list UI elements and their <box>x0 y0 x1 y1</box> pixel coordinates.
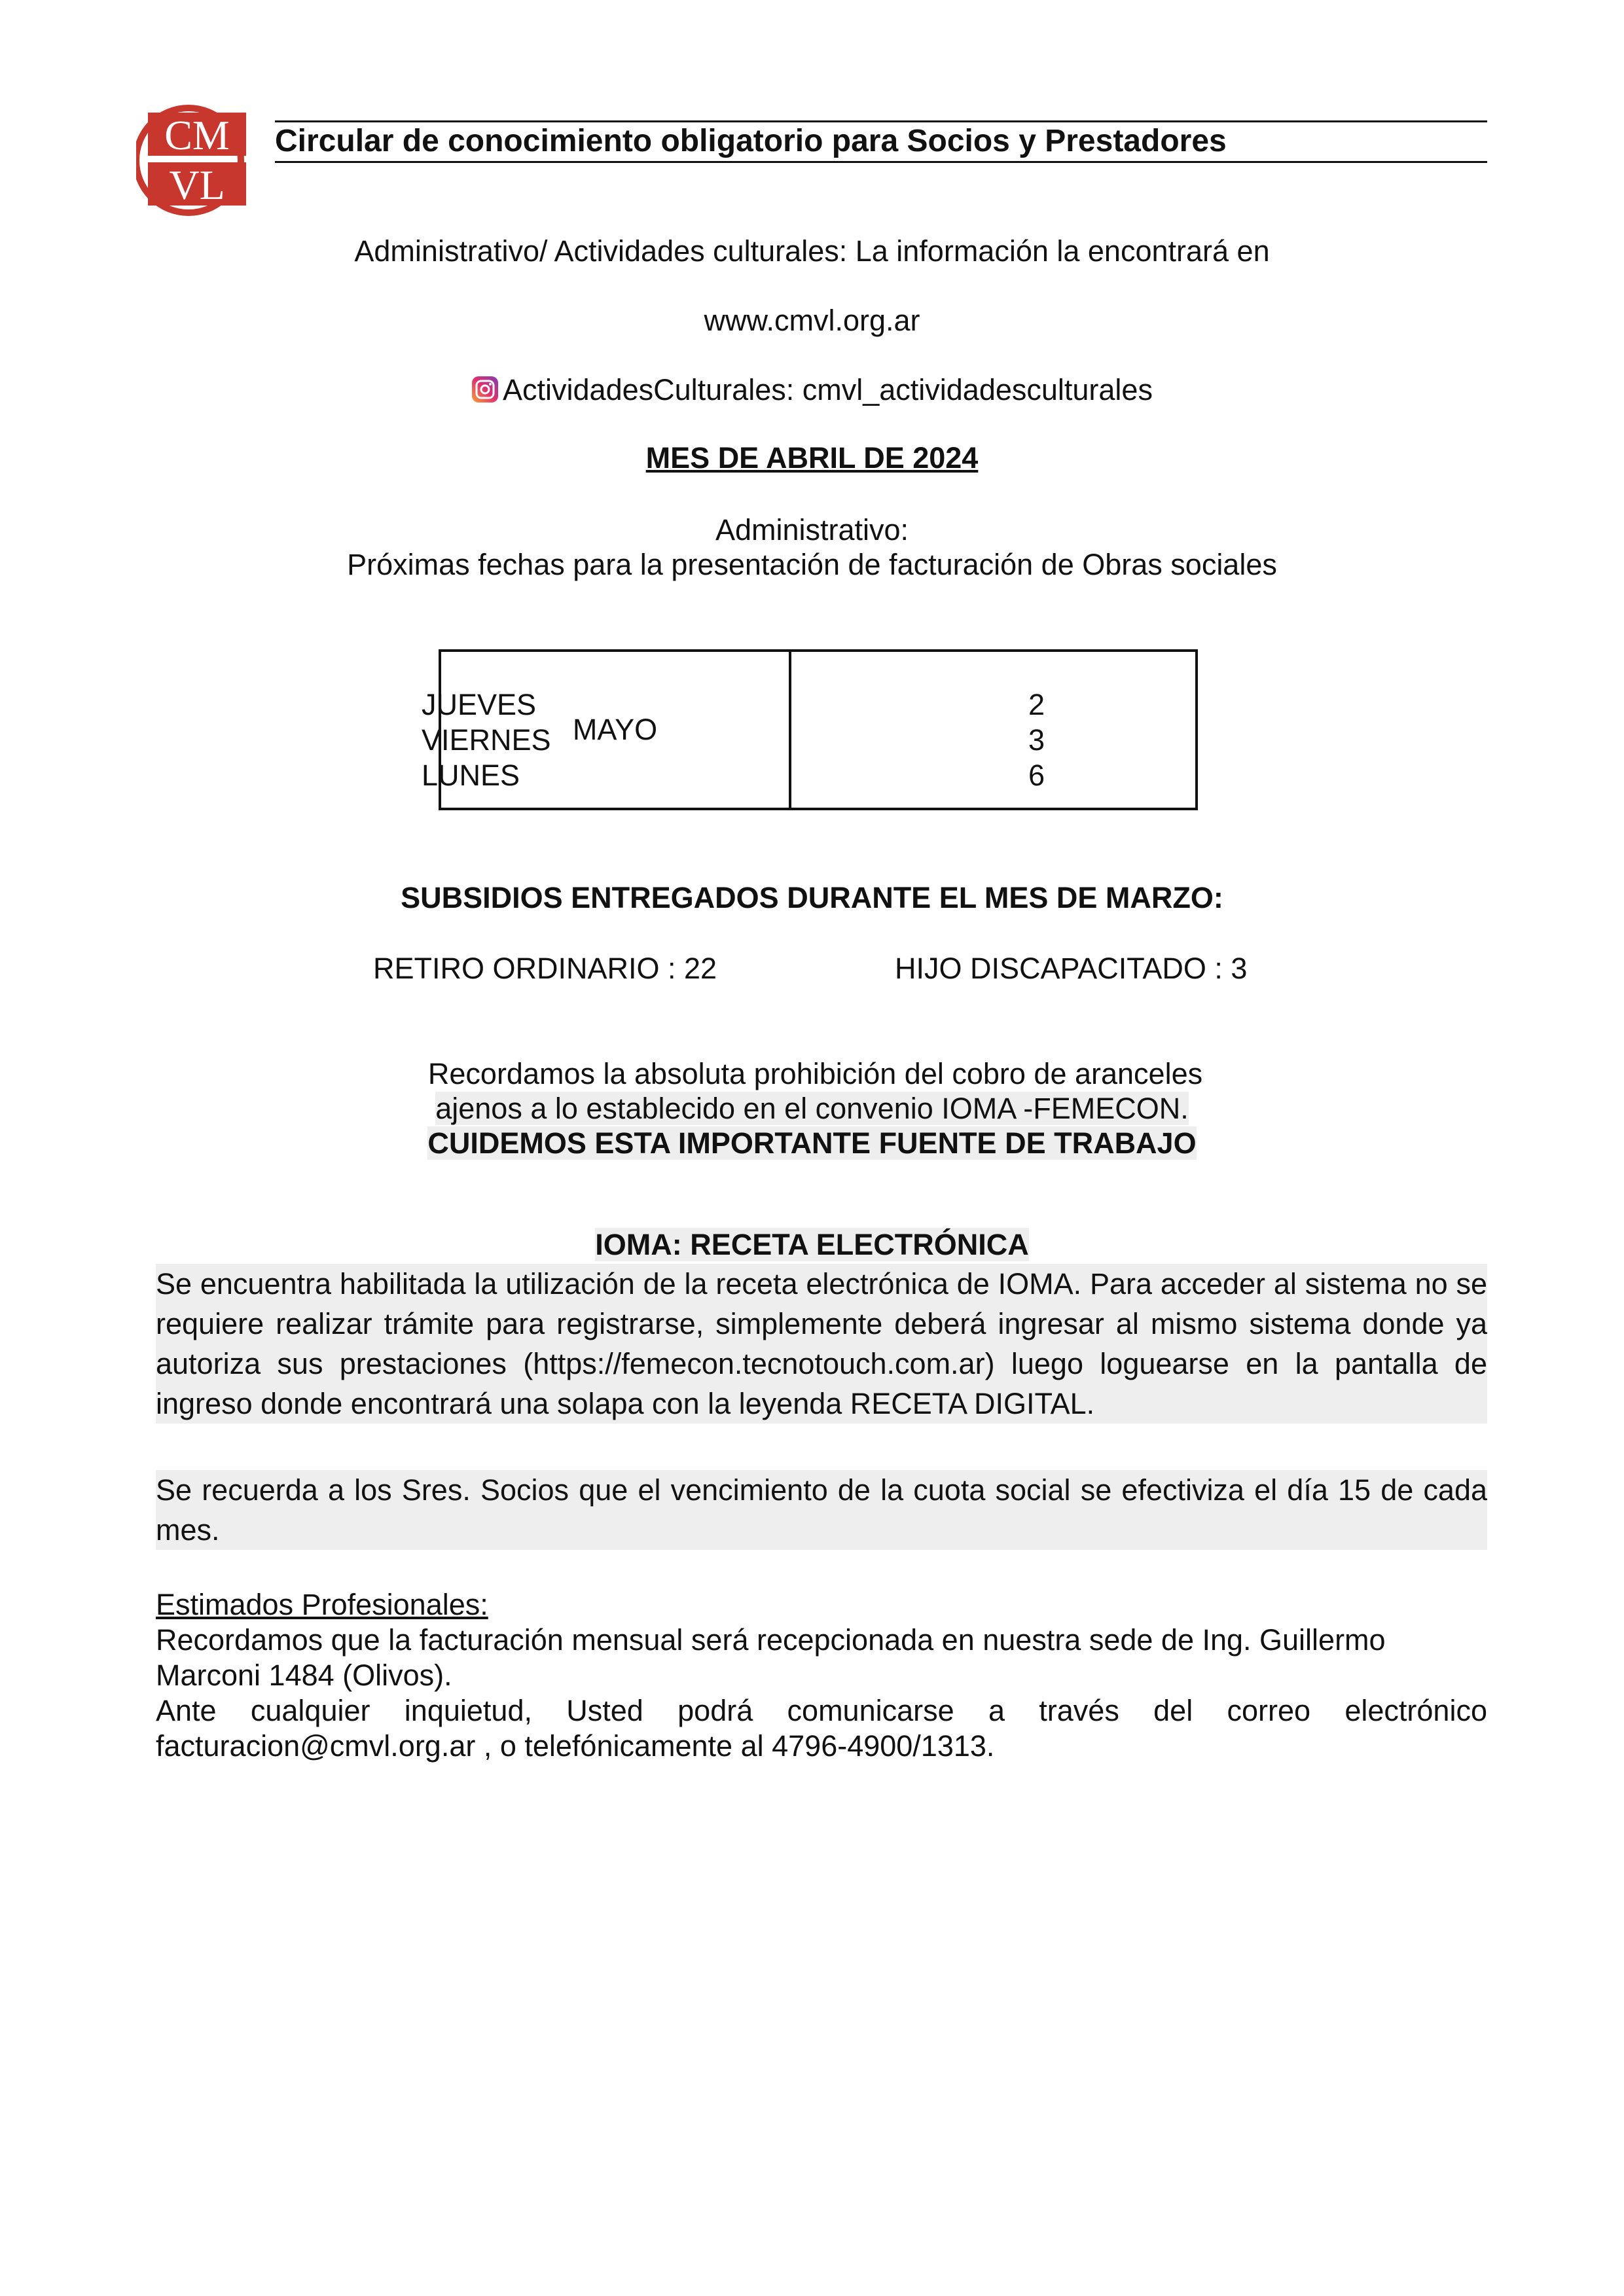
month-heading <box>0 440 1624 476</box>
reminder-line-1 <box>0 1056 1624 1092</box>
instagram-handle[interactable]: ActividadesCulturales: cmvl_actividadesculturales <box>503 373 1153 406</box>
day-number: 2 <box>1028 688 1045 721</box>
month-heading-text: MES DE ABRIL DE 2024 <box>645 441 979 475</box>
ioma-title <box>0 1227 1624 1263</box>
subsidios-title: SUBSIDIOS ENTREGADOS DURANTE EL MES DE MARZO: <box>401 881 1223 914</box>
reminder-line-2 <box>0 1091 1624 1126</box>
header-title: Circular de conocimiento obligatorio para Socios y Prestadores <box>275 124 1227 158</box>
estimados-heading: Estimados Profesionales: <box>156 1588 488 1621</box>
month-cell-text: MAYO <box>572 713 658 746</box>
reminder-text-2: ajenos a lo establecido en el convenio IOMA -FEMECON. <box>435 1092 1189 1125</box>
instagram-icon <box>471 376 499 403</box>
logo-text-bottom: VL <box>169 162 225 208</box>
administrativo-label: Administrativo: <box>715 513 909 547</box>
reminder-line-3 <box>0 1126 1624 1161</box>
estimados-section <box>156 1587 1487 1764</box>
estimados-line-2: Ante cualquier inquietud, Usted podrá comunicarse a través del correo electrónico facturacion@cmvl.org.ar , o telefónicamente al 4796-4900/1313. <box>156 1694 1487 1763</box>
cmvl-logo <box>136 99 250 221</box>
ioma-title-text: IOMA: RECETA ELECTRÓNICA <box>595 1228 1029 1261</box>
day-number: 3 <box>1028 723 1045 757</box>
administrativo-subtitle: Próximas fechas para la presentación de facturación de Obras sociales <box>347 548 1277 581</box>
day-name: JUEVES <box>422 688 537 721</box>
reminder-text-1: Recordamos la absoluta prohibición del cobro de aranceles <box>427 1057 1203 1090</box>
ioma-body-text: Se encuentra habilitada la utilización de la receta electrónica de IOMA. Para acceder al sistema no se requiere realizar trámite para registrarse, simplemente deberá ingresar al mismo sistema donde ya autoriza sus prestaciones (https://femecon.tecnotouch.com.ar) luego loguearse en la pantalla de ingreso donde encontrará una solapa con la leyenda RECETA DIGITAL. <box>156 1264 1487 1424</box>
table-row <box>0 723 1624 758</box>
day-number: 6 <box>1028 759 1045 792</box>
reminder-text-3: CUIDEMOS ESTA IMPORTANTE FUENTE DE TRABAJO <box>427 1126 1197 1160</box>
estimados-line-1: Recordamos que la facturación mensual será recepcionada en nuestra sede de Ing. Guillermo Marconi 1484 (Olivos). <box>156 1623 1386 1692</box>
subsidio-hijo: HIJO DISCAPACITADO : 3 <box>895 952 1248 985</box>
table-row <box>0 758 1624 793</box>
cuota-notice <box>156 1470 1487 1550</box>
cuota-notice-text: Se recuerda a los Sres. Socios que el vencimiento de la cuota social se efectiviza el día 15 de cada mes. <box>156 1470 1487 1550</box>
ioma-body <box>156 1264 1487 1424</box>
logo-text-top: CM <box>164 112 230 158</box>
instagram-line <box>0 372 1624 408</box>
day-name: LUNES <box>422 759 520 792</box>
table-row <box>0 687 1624 723</box>
website-link[interactable]: www.cmvl.org.ar <box>704 304 920 337</box>
subsidio-retiro: RETIRO ORDINARIO : 22 <box>373 952 717 985</box>
day-name: VIERNES <box>422 723 551 757</box>
header-bottom-rule <box>275 161 1487 163</box>
intro-line: Administrativo/ Actividades culturales: La información la encontrará en <box>354 234 1270 268</box>
